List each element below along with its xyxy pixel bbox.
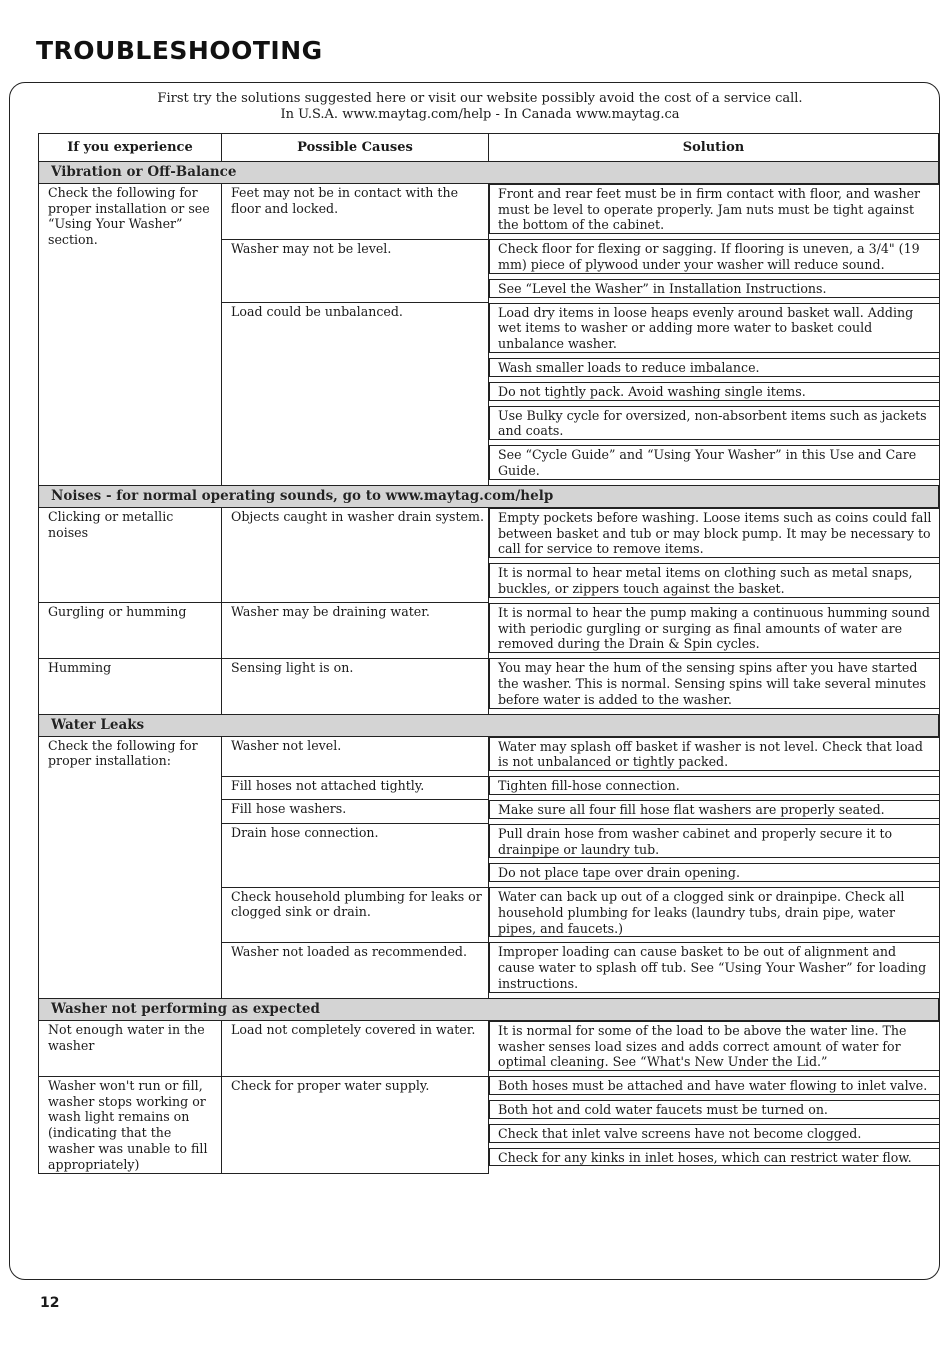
solution-item: Pull drain hose from washer cabinet and properly secure it to drainpipe or laundry tub. [489,824,939,859]
header-causes: Possible Causes [222,134,489,162]
solution-item: Do not tightly pack. Avoid washing single items. [489,382,939,401]
solution-cell [489,800,939,824]
cause-cell: Fill hose washers. [222,800,489,824]
section-title: Water Leaks [51,716,145,733]
solution-item: It is normal for some of the load to be above the water line. The washer senses load sizes and adds correct amount of water for optimal cleaning. See “What's New Under the Lid.” [489,1021,939,1071]
section-title: Vibration or Off-Balance [51,163,237,180]
solution-item: Use Bulky cycle for oversized, non-absorbent items such as jackets and coats. [489,406,939,441]
troubleshooting-table [38,133,939,1174]
cause-cell: Check household plumbing for leaks or clogged sink or drain. [222,887,489,942]
table-row [39,1020,939,1076]
experience-cell: Humming [39,658,222,714]
solution-item: Both hot and cold water faucets must be turned on. [489,1100,939,1119]
experience-cell: Check the following for proper installation: [39,736,222,998]
table-row [39,183,939,239]
section-band [39,998,939,1020]
table-row [39,507,939,602]
cause-cell: Fill hoses not attached tightly. [222,776,489,800]
solution-item: Wash smaller loads to reduce imbalance. [489,358,939,377]
solution-item: See “Level the Washer” in Installation Instructions. [489,279,939,298]
cause-cell: Washer not level. [222,736,489,776]
solution-cell [489,942,939,998]
cause-cell: Washer may be draining water. [222,603,489,658]
solution-item: It is normal to hear metal items on clothing such as metal snaps, buckles, or zippers touch against the basket. [489,563,939,598]
cause-cell: Load not completely covered in water. [222,1020,489,1076]
cause-cell: Objects caught in washer drain system. [222,507,489,602]
solution-cell [489,1076,939,1173]
cause-cell: Load could be unbalanced. [222,303,489,486]
table-header-row [39,134,939,162]
solution-item: Do not place tape over drain opening. [489,863,939,882]
table-row [39,603,939,658]
solution-cell [489,824,939,887]
solution-item: Empty pockets before washing. Loose items such as coins could fall between basket and tub or may block pump. It may be necessary to call for service to remove items. [489,508,939,558]
solution-cell [489,507,939,602]
solution-item: Check that inlet valve screens have not become clogged. [489,1124,939,1143]
intro-line-2: In U.S.A. www.maytag.com/help - In Canada www.maytag.ca [280,107,680,122]
table-row [39,658,939,714]
solution-item: Check floor for flexing or sagging. If flooring is uneven, a 3/4" (19 mm) piece of plywood under your washer will reduce sound. [489,239,939,274]
experience-cell: Not enough water in the washer [39,1020,222,1076]
solution-item: Check for any kinks in inlet hoses, which can restrict water flow. [489,1148,939,1167]
experience-cell: Check the following for proper installation or see “Using Your Washer” section. [39,183,222,485]
solution-item: Water may splash off basket if washer is not level. Check that load is not unbalanced or tightly packed. [489,737,939,772]
solution-cell [489,183,939,239]
experience-cell: Gurgling or humming [39,603,222,658]
intro-text [40,91,920,123]
experience-cell: Washer won't run or fill, washer stops working or wash light remains on (indicating that the washer was unable to fill appropriately) [39,1076,222,1173]
solution-item: Front and rear feet must be in firm contact with floor, and washer must be level to operate properly. Jam nuts must be tight against the bottom of the cabinet. [489,184,939,234]
page-number: 12 [40,1295,60,1311]
header-solution: Solution [489,134,939,162]
cause-cell: Washer may not be level. [222,239,489,302]
page-title: TROUBLESHOOTING [36,36,323,65]
solution-cell [489,776,939,800]
cause-cell: Check for proper water supply. [222,1076,489,1173]
section-band [39,485,939,507]
table-row [39,1076,939,1173]
solution-item: Both hoses must be attached and have water flowing to inlet valve. [489,1076,939,1095]
solution-item: Improper loading can cause basket to be out of alignment and cause water to splash off tub. See “Using Your Washer” for loading instructions. [489,942,939,992]
intro-line-1: First try the solutions suggested here or visit our website possibly avoid the cost of a service call. [157,91,803,106]
solution-item: Tighten fill-hose connection. [489,776,939,795]
section-title: Washer not performing as expected [51,1000,320,1017]
solution-cell [489,1020,939,1076]
solution-cell [489,603,939,658]
solution-cell [489,736,939,776]
cause-cell: Sensing light is on. [222,658,489,714]
solution-cell [489,658,939,714]
experience-cell: Clicking or metallic noises [39,507,222,602]
cause-cell: Washer not loaded as recommended. [222,942,489,998]
header-experience: If you experience [39,134,222,162]
solution-item: See “Cycle Guide” and “Using Your Washer” in this Use and Care Guide. [489,445,939,480]
solution-cell [489,887,939,942]
solution-item: Load dry items in loose heaps evenly around basket wall. Adding wet items to washer or adding more water to basket could unbalance washer. [489,303,939,353]
section-band [39,161,939,183]
section-band [39,714,939,736]
cause-cell: Drain hose connection. [222,824,489,887]
cause-cell: Feet may not be in contact with the floor and locked. [222,183,489,239]
section-title: Noises - for normal operating sounds, go to www.maytag.com/help [51,487,554,504]
solution-cell [489,303,939,486]
solution-cell [489,239,939,302]
solution-item: Make sure all four fill hose flat washers are properly seated. [489,800,939,819]
table-row [39,736,939,776]
solution-item: You may hear the hum of the sensing spins after you have started the washer. This is normal. Sensing spins will take several minutes before water is added to the washer. [489,658,939,708]
solution-item: It is normal to hear the pump making a continuous humming sound with periodic gurgling or surging as final amounts of water are removed during the Drain & Spin cycles. [489,603,939,653]
solution-item: Water can back up out of a clogged sink or drainpipe. Check all household plumbing for leaks (laundry tubs, drain pipe, water pipes, and faucets.) [489,887,939,937]
